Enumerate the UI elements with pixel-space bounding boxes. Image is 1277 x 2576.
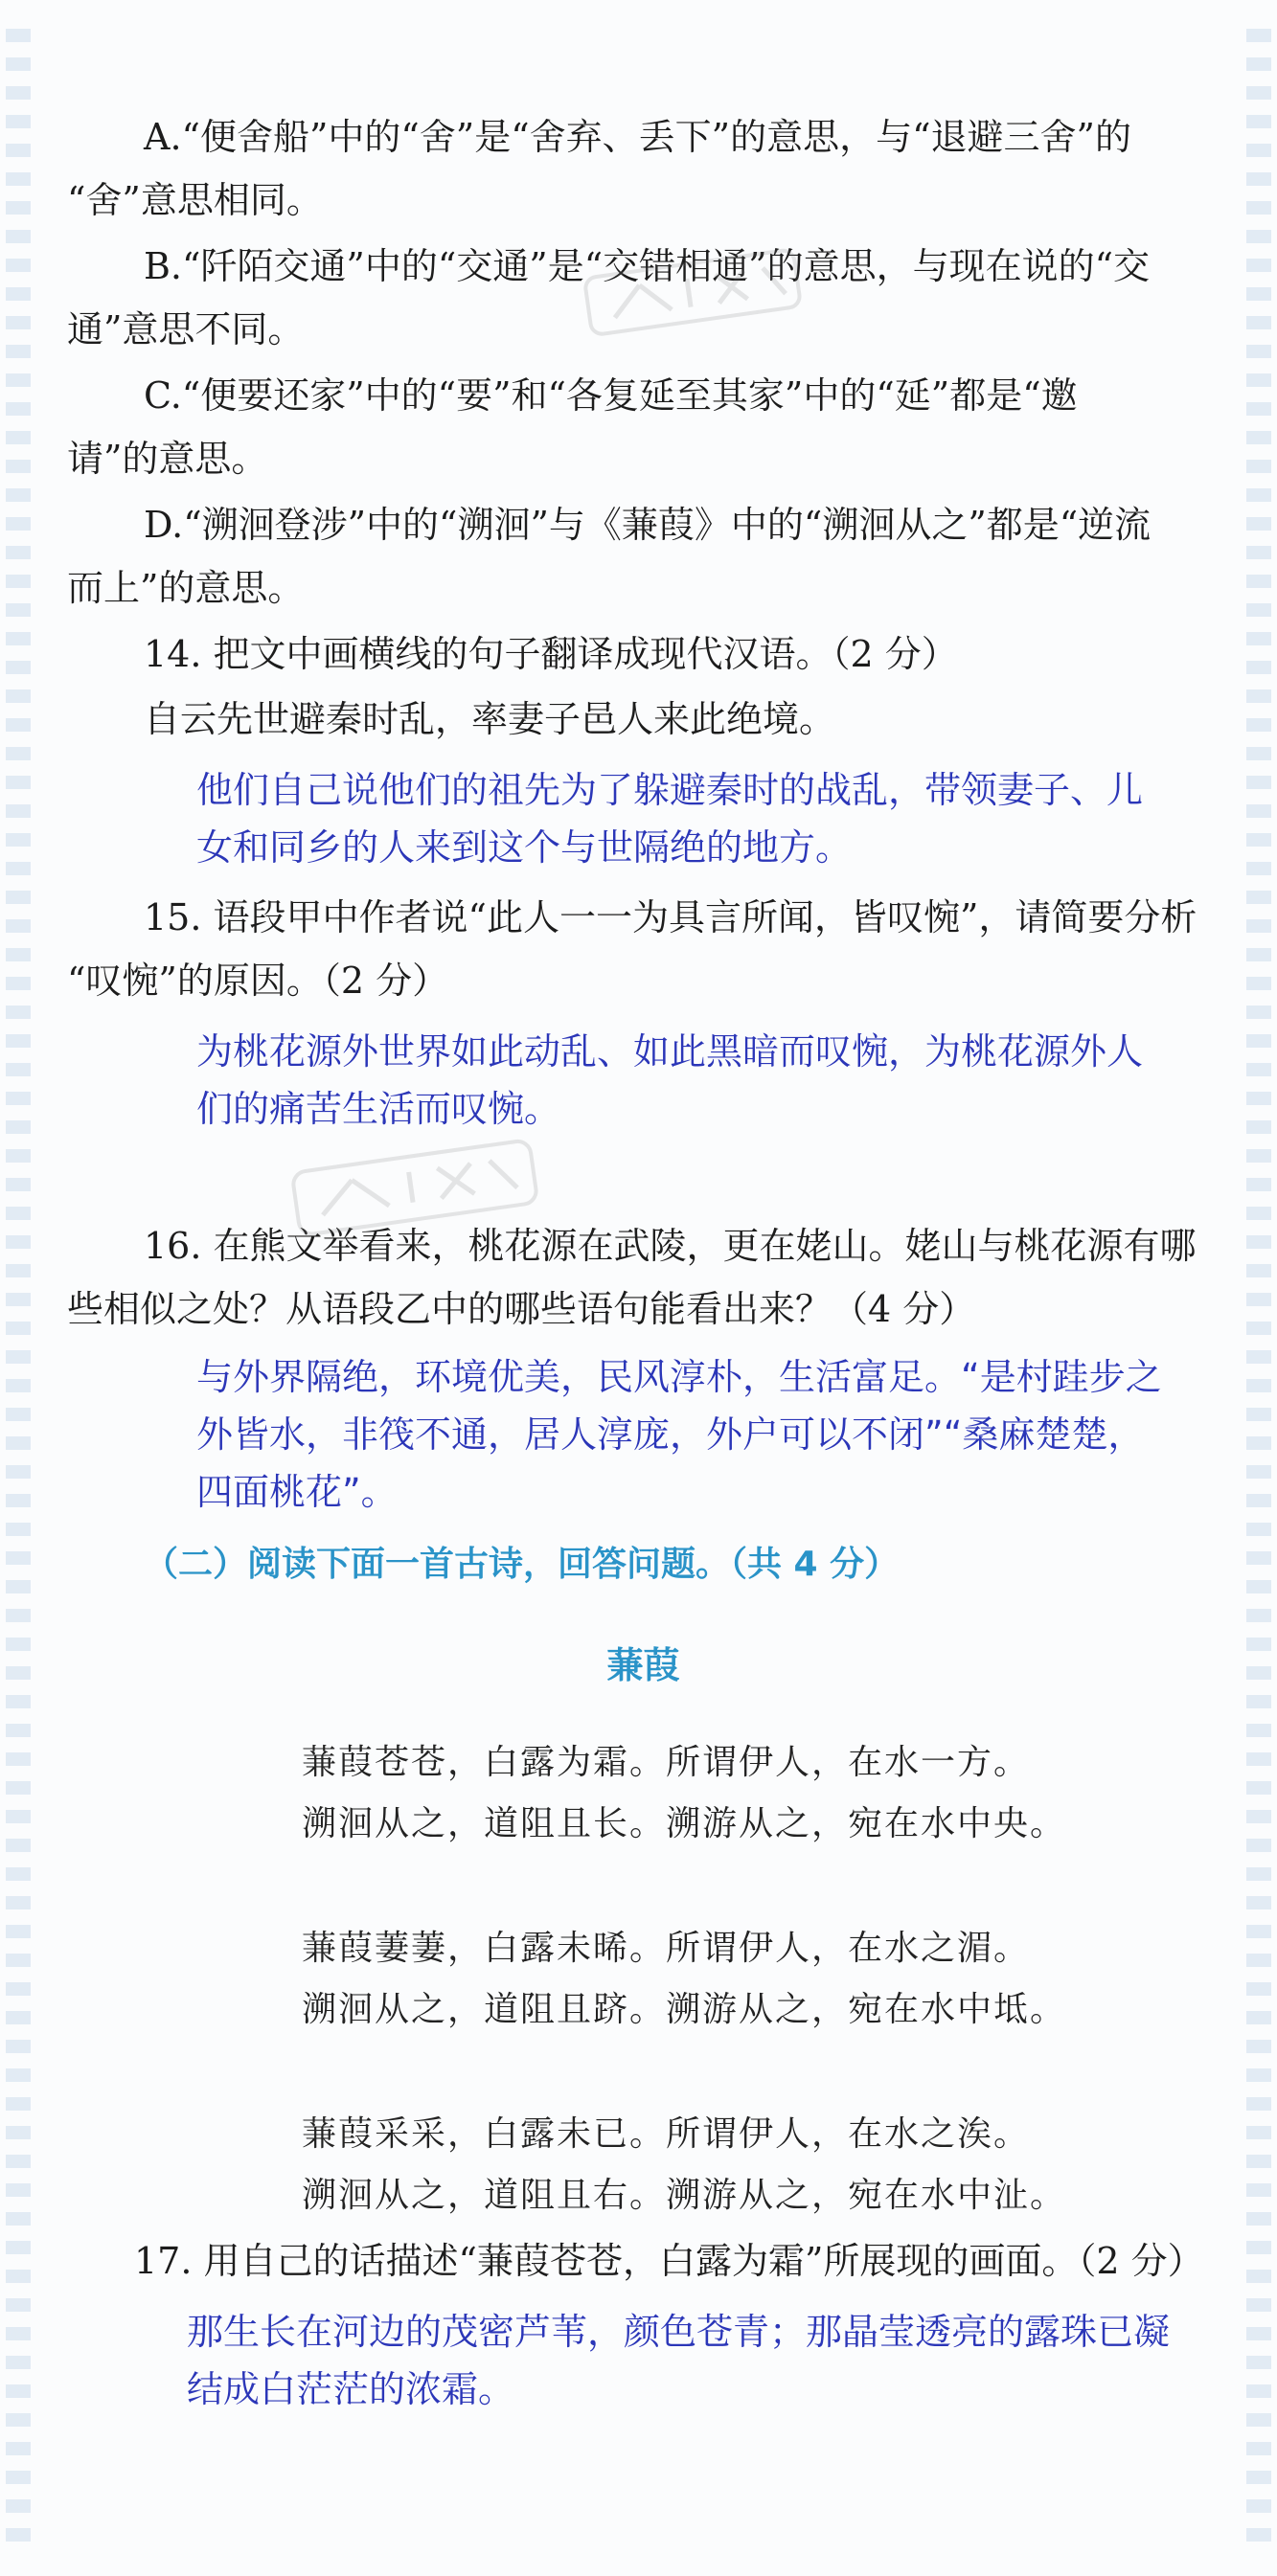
q14-sentence: 自云先世避秦时乱，率妻子邑人来此绝境。: [144, 698, 836, 740]
poem-line: 溯洄从之，道阻且右。溯游从之，宛在水中沚。: [302, 2176, 1067, 2215]
poem-line: 蒹葭萋萋，白露未晞。所谓伊人，在水之湄。: [302, 1929, 1031, 1968]
question-15: 15. 语段甲中作者说“此人一一为具言所闻，皆叹惋”，请简要分析 “叹惋”的原因。（2 分）: [67, 896, 1197, 1002]
option-a: A.“便舍船”中的“舍”是“舍弃、丢下”的意思，与“退避三舍”的 “舍”意思相同。: [67, 116, 1131, 221]
question-17: 17. 用自己的话描述“蒹葭苍苍，白露为霜”所展现的画面。（2 分）: [134, 2240, 1204, 2282]
q14-answer: 他们自己说他们的祖先为了躲避秦时的战乱，带领妻子、儿 女和同乡的人来到这个与世隔绝的地方。: [196, 769, 1144, 869]
q16-answer: 与外界隔绝，环境优美，民风淳朴，生活富足。“是村跬步之 外皆水，非筏不通，居人淳庞，外户可以不闭”“桑麻楚楚， 四面桃花”。: [196, 1356, 1162, 1513]
question-16: 16. 在熊文举看来，桃花源在武陵，更在姥山。姥山与桃花源有哪 些相似之处？从语段乙中的哪些语句能看出来？（4 分）: [67, 1225, 1197, 1330]
poem-line: 溯洄从之，道阻且长。溯游从之，宛在水中央。: [302, 1804, 1067, 1843]
poem-line: 溯洄从之，道阻且跻。溯游从之，宛在水中坻。: [302, 1990, 1067, 2029]
document-body: [67, 0, 1220, 2576]
q17-answer: 那生长在河边的茂密芦苇，颜色苍青；那晶莹透亮的露珠已凝 结成白茫茫的浓霜。: [187, 2311, 1171, 2410]
option-c: C.“便要还家”中的“要”和“各复延至其家”中的“延”都是“邀 请”的意思。: [67, 374, 1078, 480]
option-b: B.“阡陌交通”中的“交通”是“交错相通”的意思，与现在说的“交 通”意思不同。: [67, 245, 1150, 350]
page-border-left: [6, 29, 31, 2547]
section-heading: （二）阅读下面一首古诗，回答问题。（共 4 分）: [144, 1545, 900, 1584]
poem-line: 蒹葭苍苍，白露为霜。所谓伊人，在水一方。: [302, 1743, 1031, 1782]
watermark-logo-shape: [286, 1127, 545, 1247]
page-border-right: [1246, 29, 1271, 2547]
poem-line: 蒹葭采采，白露未已。所谓伊人，在水之涘。: [302, 2114, 1031, 2154]
question-14: 14. 把文中画横线的句子翻译成现代汉语。（2 分）: [144, 633, 958, 675]
option-d: D.“溯洄登涉”中的“溯洄”与《蒹葭》中的“溯洄从之”都是“逆流 而上”的意思。: [67, 504, 1152, 609]
poem-title: 蒹葭: [606, 1644, 680, 1686]
q15-answer: 为桃花源外世界如此动乱、如此黑暗而叹惋，为桃花源外人 们的痛苦生活而叹惋。: [196, 1030, 1144, 1130]
